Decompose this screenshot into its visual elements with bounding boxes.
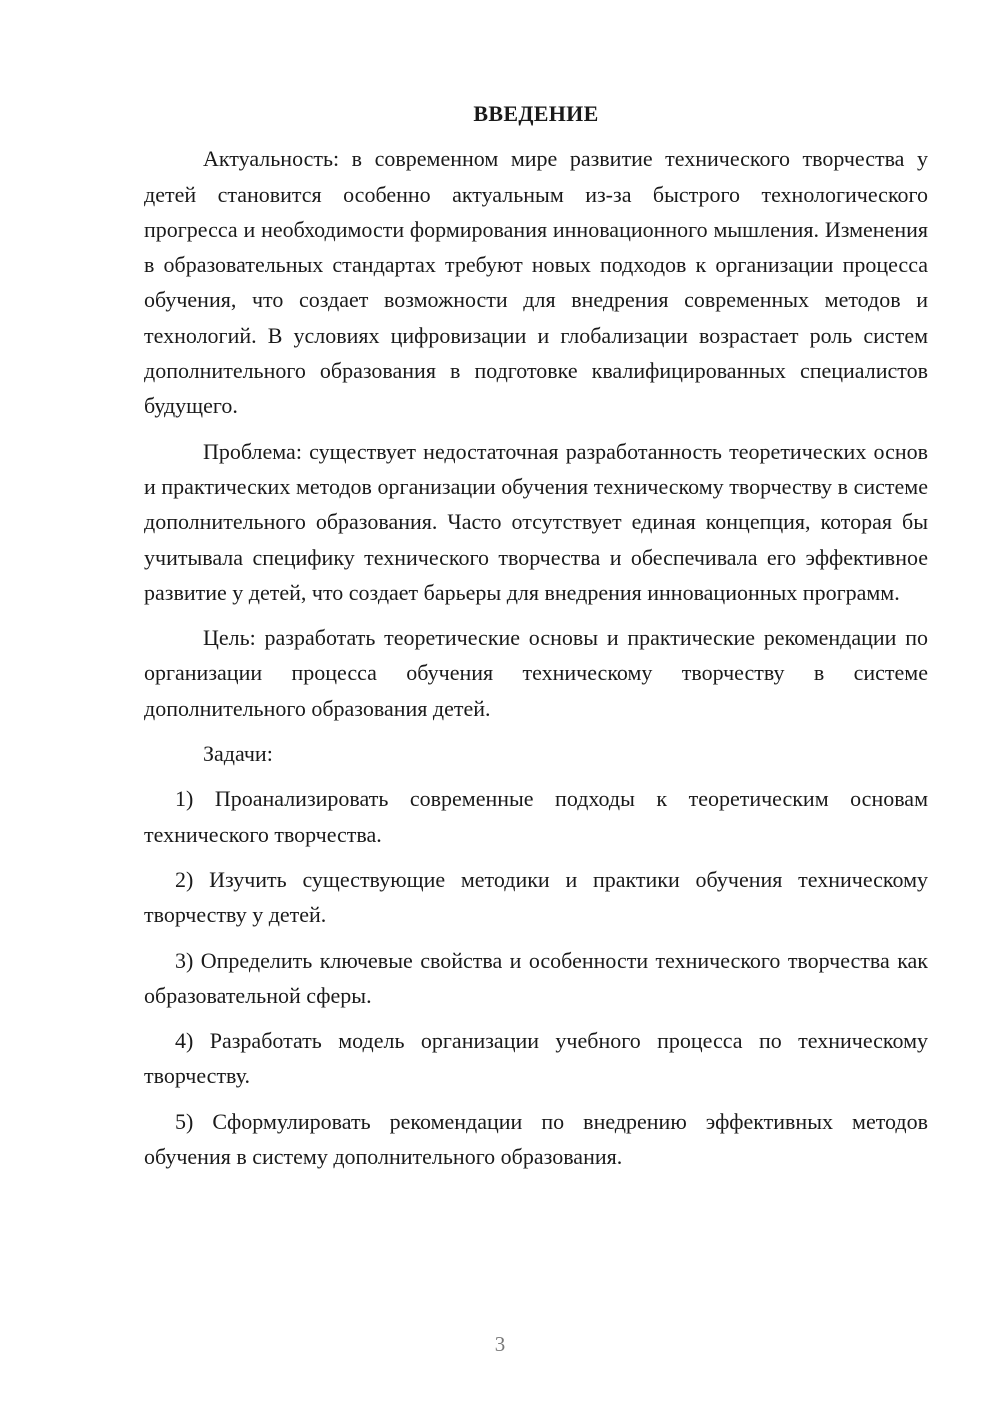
task-item-1: 1) Проанализировать современные подходы к теоретическим основам технического творчества.	[144, 786, 928, 847]
paragraph-goal: Цель: разработать теоретические основы и практические рекомендации по организации процесса обучения техническому творчеству в системе дополнительного образования детей.	[144, 625, 928, 721]
page-title: ВВЕДЕНИЕ	[473, 101, 599, 126]
tasks-heading: Задачи:	[203, 741, 273, 767]
task-item-3: 3) Определить ключевые свойства и особенности технического творчества как образовательной сферы.	[144, 947, 928, 1008]
document-page	[144, 96, 928, 1184]
task-item-2: 2) Изучить существующие методики и практики обучения техническому творчеству у детей.	[144, 866, 928, 928]
task-item-4: 4) Разработать модель организации учебного процесса по техническому творчеству.	[144, 1028, 928, 1089]
paragraph-relevance: Актуальность: в современном мире развитие технического творчества у детей становится особенно актуальным из-за быстрого технологического прогресса и необходимости формирования инновационного мышления. Изменения в образовательных стандартах требуют новых подходов к организации процесса обучения, что создает возможности для внедрения современных методов и технологий. В условиях цифровизации и глобализации возрастает роль систем дополнительного образования в подготовке квалифицированных специалистов будущего.	[144, 146, 928, 419]
page-number: 3	[494, 1332, 506, 1356]
task-item-5: 5) Сформулировать рекомендации по внедрению эффективных методов обучения в систему дополнительного образования.	[144, 1108, 928, 1170]
paragraph-problem: Проблема: существует недостаточная разработанность теоретических основ и практических методов организации обучения техническому творчеству в системе дополнительного образования. Часто отсутствует единая концепция, которая бы учитывала специфику технического творчества и обеспечивала его эффективное развитие у детей, что создает барьеры для внедрения инновационных программ.	[144, 438, 928, 605]
